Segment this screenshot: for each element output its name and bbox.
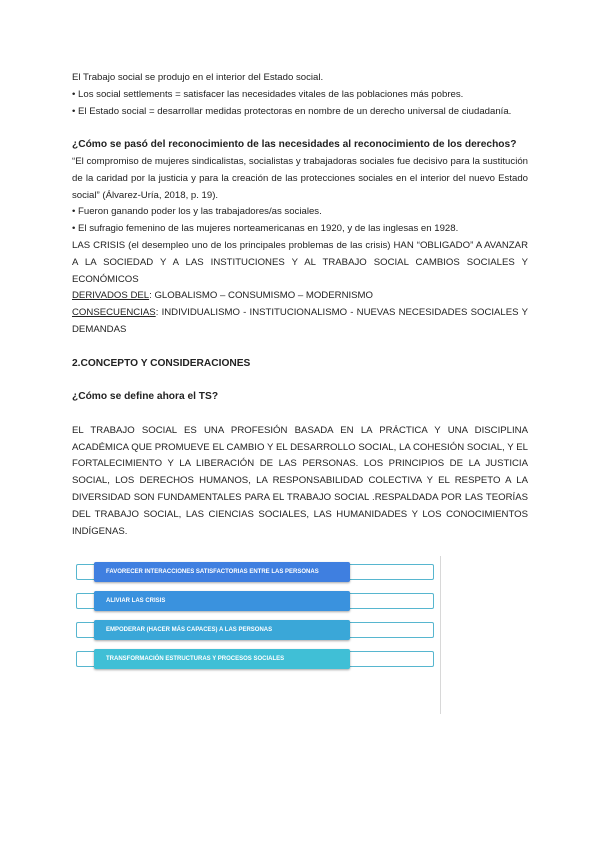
quote-paragraph: “El compromiso de mujeres sindicalistas, socialistas y trabajadoras sociales fue decisivo para la sustitución de la caridad por la justicia y para la creación de las protecciones sociales en el interior del nuevo Estado social” (Álvarez-Uría, 2018, p. 19). xyxy=(72,155,528,201)
derivados-label: DERIVADOS DEL xyxy=(72,290,150,302)
heading-necesidades-derechos: ¿Cómo se pasó del reconocimiento de las necesidades al reconocimiento de los derechos? xyxy=(72,139,517,151)
consecuencias-line xyxy=(72,305,528,339)
document-body xyxy=(72,70,528,540)
diagram-border-line xyxy=(440,556,441,714)
consecuencias-text: : INDIVIDUALISMO - INSTITUCIONALISMO - NUEVAS NECESIDADES SOCIALES Y DEMANDAS xyxy=(72,307,528,335)
derivados-line xyxy=(72,288,528,305)
diagram-bar-3: EMPODERAR (HACER MÁS CAPACES) A LAS PERSONAS xyxy=(94,620,350,640)
crisis-paragraph: LAS CRISIS (el desempleo uno de los principales problemas de las crisis) HAN “OBLIGADO” A AVANZAR A LA SOCIEDAD Y A LAS INSTITUCIONES Y AL TRABAJO SOCIAL CAMBIOS SOCIALES Y ECONÓMICOS xyxy=(72,239,528,285)
bullet-settlements: • Los social settlements = satisfacer las necesidades vitales de las poblaciones más pobres. xyxy=(72,88,464,100)
diagram-row-4 xyxy=(76,649,436,669)
section-title: 2.CONCEPTO Y CONSIDERACIONES xyxy=(72,357,251,369)
bullet-sufragio: • El sufragio femenino de las mujeres norteamericanas en 1920, y de las inglesas en 1928. xyxy=(72,223,459,235)
derivados-text: : GLOBALISMO – CONSUMISMO – MODERNISMO xyxy=(149,290,374,302)
diagram-row-2 xyxy=(76,591,436,611)
heading-definicion: ¿Cómo se define ahora el TS? xyxy=(72,391,219,403)
bullet-estado-social: • El Estado social = desarrollar medidas protectoras en nombre de un derecho universal de ciudadanía. xyxy=(72,105,512,117)
diagram-bar-2: ALIVIAR LAS CRISIS xyxy=(94,591,350,611)
definition-paragraph: EL TRABAJO SOCIAL ES UNA PROFESIÓN BASADA EN LA PRÁCTICA Y UNA DISCIPLINA ACADÉMICA QUE PROMUEVE EL CAMBIO Y EL DESARROLLO SOCIAL, LA COHESIÓN SOCIAL, Y EL FORTALECIMIENTO Y LA LIBERACIÓN DE LAS PERSONAS. LOS PRINCIPIOS DE LA JUSTICIA SOCIAL, LOS DERECHOS HUMANOS, LA RESPONSABILIDAD COLECTIVA Y EL RESPETO A LA DIVERSIDAD SON FUNDAMENTALES PARA EL TRABAJO SOCIAL .RESPALDADA POR LAS TEORÍAS DEL TRABAJO SOCIAL, LAS CIENCIAS SOCIALES, LAS HUMANIDADES Y LOS CONOCIMIENTOS INDÍGENAS. xyxy=(72,424,528,537)
paragraph-1: El Trabajo social se produjo en el interior del Estado social. xyxy=(72,72,324,83)
objectives-diagram xyxy=(76,556,440,714)
diagram-row-1 xyxy=(76,562,436,582)
bullet-poder: • Fueron ganando poder los y las trabajadores/as sociales. xyxy=(72,206,322,218)
consecuencias-label: CONSECUENCIAS xyxy=(72,307,156,319)
diagram-row-3 xyxy=(76,620,436,640)
diagram-bar-4: TRANSFORMACIÓN ESTRUCTURAS Y PROCESOS SOCIALES xyxy=(94,649,350,669)
diagram-bar-1: FAVORECER INTERACCIONES SATISFACTORIAS ENTRE LAS PERSONAS xyxy=(94,562,350,582)
